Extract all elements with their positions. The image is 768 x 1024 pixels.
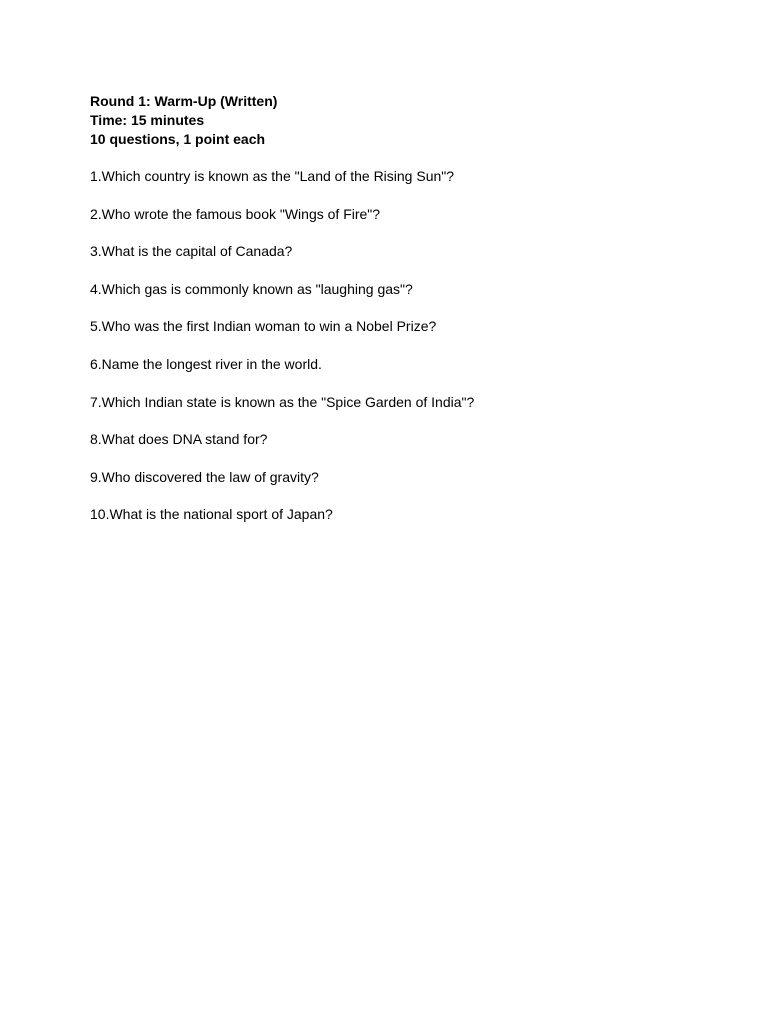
- question-item: 8.What does DNA stand for?: [90, 431, 268, 448]
- question-list: [90, 167, 710, 524]
- time-limit: Time: 15 minutes: [90, 112, 205, 128]
- question-item: 6.Name the longest river in the world.: [90, 355, 322, 372]
- round-title: Round 1: Warm-Up (Written): [90, 93, 278, 109]
- question-item: 3.What is the capital of Canada?: [90, 243, 293, 260]
- question-item: 4.Which gas is commonly known as "laughing gas"?: [90, 280, 413, 297]
- question-item: 9.Who discovered the law of gravity?: [90, 468, 319, 485]
- document-content: [90, 92, 710, 543]
- question-item: 7.Which Indian state is known as the "Spice Garden of India"?: [90, 393, 475, 410]
- question-item: 2.Who wrote the famous book "Wings of Fire"?: [90, 205, 381, 222]
- scoring-info: 10 questions, 1 point each: [90, 131, 266, 147]
- question-item: 1.Which country is known as the "Land of the Rising Sun"?: [90, 168, 455, 184]
- question-item: 5.Who was the first Indian woman to win a Nobel Prize?: [90, 318, 437, 335]
- question-item: 10.What is the national sport of Japan?: [90, 506, 333, 523]
